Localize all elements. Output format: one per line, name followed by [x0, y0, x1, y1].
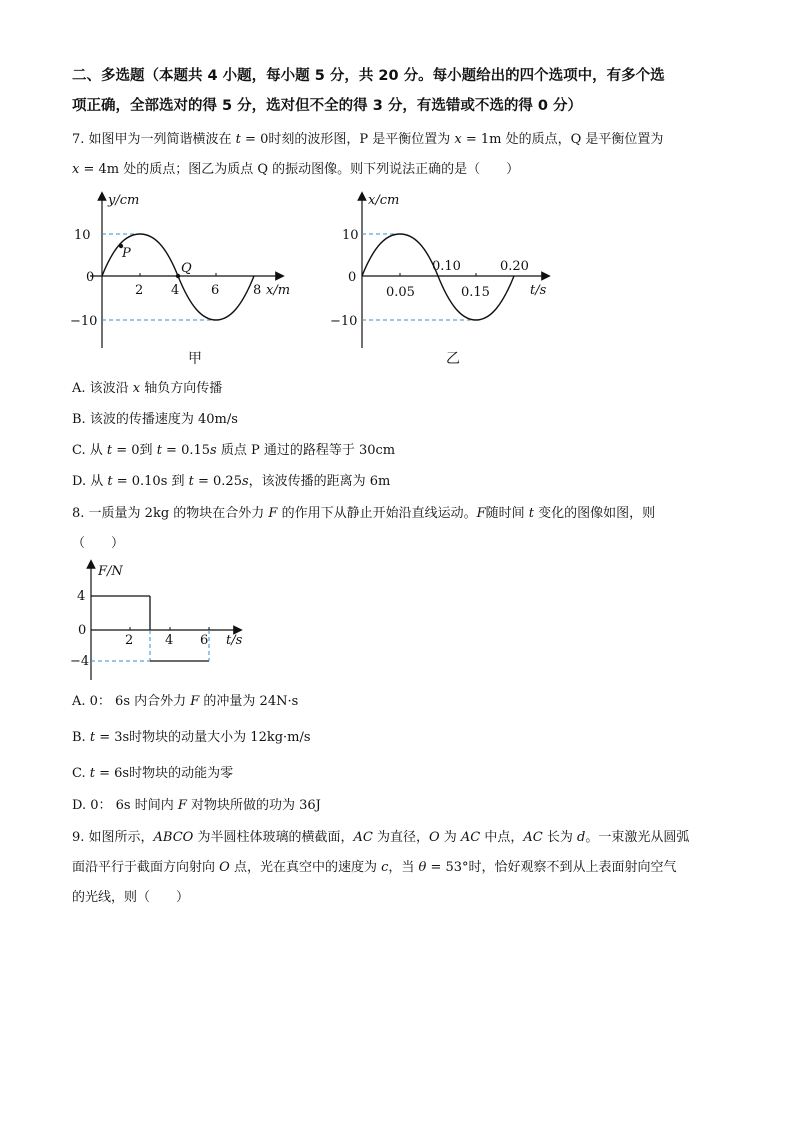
q8-tick-x-6: 6 [200, 633, 209, 648]
jia-tick-y-neg10: −10 [70, 314, 98, 329]
q8-option-b[interactable]: B. t = 3s时物块的动量大小为 12kg·m/s [72, 730, 311, 745]
q8-stem-line2: （ ） [72, 536, 125, 551]
q7-stem-line2: x = 4m 处的质点；图乙为质点 Q 的振动图像。则下列说法正确的是（ ） [72, 162, 520, 177]
q9-stem-line2: 面沿平行于截面方向射向 O 点，光在真空中的速度为 c，当 θ = 53°时，恰好观察不到从上表面射向空气 [72, 860, 677, 875]
yi-tick-x-015: 0.15 [461, 285, 490, 300]
q8-option-a[interactable]: A. 0： 6s 内合外力 F 的冲量为 24N·s [72, 694, 299, 709]
q7-option-a[interactable]: A. 该波沿 x 轴负方向传播 [72, 381, 223, 396]
q7-stem-line1: 7. 如图甲为一列简谐横波在 t = 0时刻的波形图，P 是平衡位置为 x = 1m 处的质点，Q 是平衡位置为 [72, 132, 664, 147]
q8-ylabel: F/N [98, 564, 123, 579]
q8-option-c[interactable]: C. t = 6s时物块的动能为零 [72, 766, 234, 781]
yi-tick-y-10: 10 [342, 228, 359, 243]
jia-caption: 甲 [188, 351, 202, 367]
yi-tick-x-005: 0.05 [386, 285, 415, 300]
jia-xlabel: x/m [266, 283, 291, 298]
q9-stem-line3: 的光线，则（ ） [72, 890, 190, 905]
yi-tick-x-010: 0.10 [432, 259, 461, 274]
vibration-curve [362, 234, 514, 320]
jia-tick-y-10: 10 [74, 228, 91, 243]
yi-tick-x-020: 0.20 [500, 259, 529, 274]
section-title-line2: 项正确，全部选对的得 5 分，选对但不全的得 3 分，有选错或不选的得 0 分） [72, 98, 583, 114]
yi-caption: 乙 [446, 351, 460, 367]
q9-stem-line1: 9. 如图所示，ABCO 为半圆柱体玻璃的横截面，AC 为直径，O 为 AC 中点，AC 长为 d。一束激光从圆弧 [72, 830, 690, 845]
jia-tick-y-0: 0 [86, 270, 95, 285]
q7-option-b[interactable]: B. 该波的传播速度为 40m/s [72, 412, 238, 427]
q8-option-d[interactable]: D. 0： 6s 时间内 F 对物块所做的功为 36J [72, 798, 321, 813]
q8-xlabel: t/s [226, 633, 243, 648]
jia-tick-x-4: 4 [171, 283, 180, 298]
yi-ylabel: x/cm [368, 193, 400, 208]
yi-tick-y-neg10: −10 [330, 314, 358, 329]
q7-option-d[interactable]: D. 从 t = 0.10s 到 t = 0.25s，该波传播的距离为 6m [72, 474, 391, 489]
jia-ylabel: y/cm [108, 193, 140, 208]
q7-figure-jia [70, 188, 310, 370]
q8-tick-x-2: 2 [125, 633, 134, 648]
jia-label-p: P [122, 246, 131, 261]
q7-figure-yi [330, 188, 570, 370]
q7-option-c[interactable]: C. 从 t = 0到 t = 0.15s 质点 P 通过的路程等于 30cm [72, 443, 396, 458]
point-q [176, 274, 180, 278]
q8-stem-line1: 8. 一质量为 2kg 的物块在合外力 F 的作用下从静止开始沿直线运动。F随时间 t 变化的图像如图，则 [72, 506, 656, 521]
q8-figure [70, 558, 260, 686]
jia-tick-x-2: 2 [135, 283, 144, 298]
yi-xlabel: t/s [530, 283, 547, 298]
jia-label-q: Q [181, 261, 192, 276]
q8-tick-y-neg4: −4 [70, 654, 90, 669]
q8-tick-y-0: 0 [78, 623, 87, 638]
jia-tick-x-6: 6 [211, 283, 220, 298]
yi-tick-y-0: 0 [348, 270, 357, 285]
q8-tick-x-4: 4 [165, 633, 174, 648]
q8-tick-y-4: 4 [77, 589, 86, 604]
section-title-line1: 二、多选题（本题共 4 小题，每小题 5 分，共 20 分。每小题给出的四个选项中，有多个选 [72, 68, 665, 84]
jia-tick-x-8: 8 [253, 283, 262, 298]
